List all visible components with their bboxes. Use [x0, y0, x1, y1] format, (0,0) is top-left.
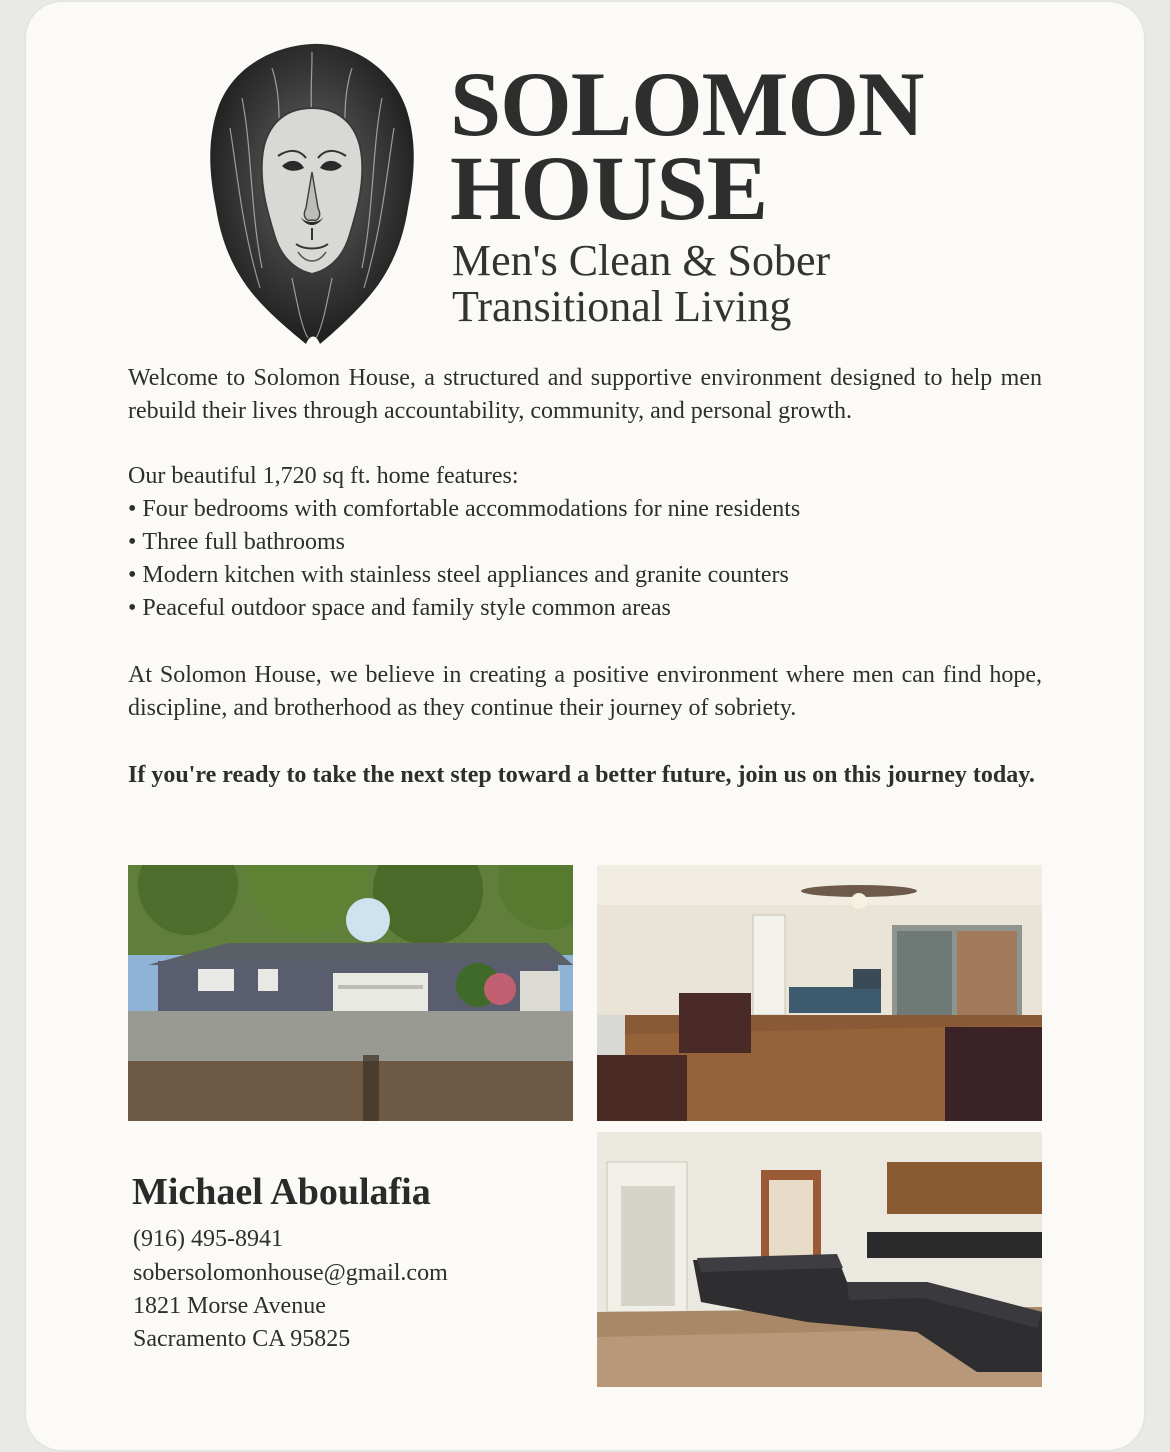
contact-address-line-1: 1821 Morse Avenue [133, 1293, 326, 1319]
bedroom-photo [597, 865, 1042, 1121]
feature-item: • Modern kitchen with stainless steel appliances and granite counters [128, 559, 1042, 592]
contact-email[interactable]: sobersolomonhouse@gmail.com [133, 1260, 448, 1286]
subtitle-line-2: Transitional Living [452, 282, 792, 331]
lion-logo-icon [202, 38, 422, 348]
belief-paragraph: At Solomon House, we believe in creating a positive environment where men can find hope, discipline, and brotherhood as they continue their journey of sobriety. [128, 662, 1042, 721]
contact-name: Michael Aboulafia [132, 1171, 431, 1213]
call-to-action: If you're ready to take the next step toward a better future, join us on this journey today. [128, 762, 1035, 788]
contact-phone[interactable]: (916) 495-8941 [133, 1226, 283, 1252]
house-exterior-photo [128, 865, 573, 1121]
subtitle-line-1: Men's Clean & Sober [452, 236, 831, 285]
features-list [128, 493, 1042, 625]
feature-item: • Three full bathrooms [128, 526, 1042, 559]
flyer-card [26, 2, 1144, 1450]
feature-item: • Peaceful outdoor space and family style common areas [128, 592, 1042, 625]
intro-paragraph: Welcome to Solomon House, a structured and supportive environment designed to help men rebuild their lives through accountability, community, and personal growth. [128, 365, 1042, 424]
features-intro: Our beautiful 1,720 sq ft. home features: [128, 463, 519, 489]
living-room-photo [597, 1132, 1042, 1387]
title-line-1: SOLOMON [450, 53, 924, 155]
title-line-2: HOUSE [450, 137, 768, 239]
contact-address-line-2: Sacramento CA 95825 [133, 1326, 351, 1352]
feature-item: • Four bedrooms with comfortable accommodations for nine residents [128, 493, 1042, 526]
